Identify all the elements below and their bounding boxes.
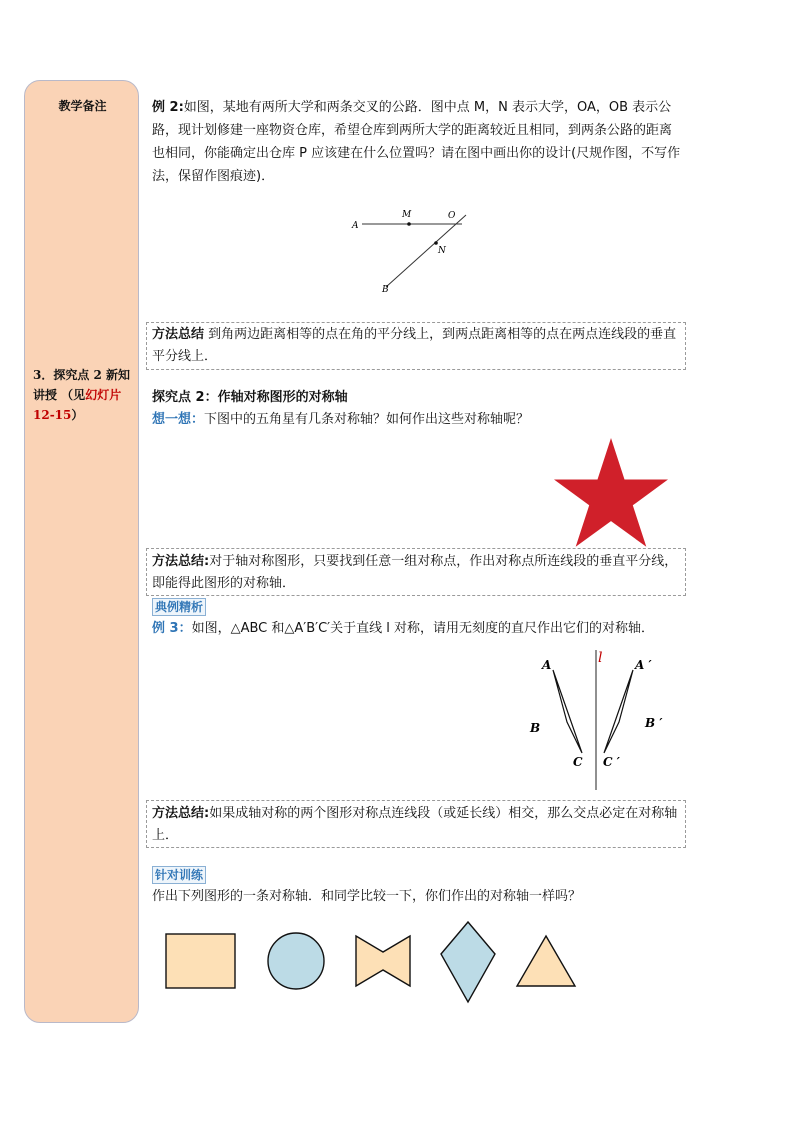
label-a: A <box>352 221 359 231</box>
explore-2-title: 探究点 2：作轴对称图形的对称轴 <box>152 390 348 405</box>
example-2-label: 例 2: <box>152 100 184 115</box>
point-m <box>407 222 411 226</box>
example-3-label: 例 3： <box>152 621 192 636</box>
summary-3-label: 方法总结: <box>152 806 210 821</box>
sidebar-step-range: 12-15 <box>33 408 72 422</box>
label-a: A <box>542 658 552 672</box>
label-b: B <box>382 285 389 295</box>
five-point-star <box>554 438 668 547</box>
point-n <box>434 241 438 245</box>
circle-shape <box>268 933 324 989</box>
typical-example-tag: 典例精析 <box>152 598 206 616</box>
label-b-prime: B ′ <box>645 716 663 730</box>
summary-1-body: 到角两边距离相等的点在角的平分线上，到两点距离相等的点在两点连线段的垂直平分线上． <box>152 327 677 364</box>
kite-shape <box>441 922 495 1002</box>
label-m: M <box>402 210 412 220</box>
summary-3-body: 如果成轴对称的两个图形对称点连线段（或延长线）相交，那么交点必定在对称轴上． <box>152 806 678 843</box>
practice-shapes <box>160 916 590 1008</box>
example-2-text <box>152 96 682 188</box>
bowtie-shape <box>356 936 410 986</box>
square-shape <box>166 934 235 988</box>
summary-2-body: 对于轴对称图形，只要找到任意一组对称点，作出对称点所连线段的垂直平分线，即能得此图形的对称轴． <box>152 554 678 591</box>
think-text: 下图中的五角星有几条对称轴？如何作出这些对称轴呢？ <box>204 412 530 427</box>
practice-text: 作出下列图形的一条对称轴．和同学比较一下，你们作出的对称轴一样吗？ <box>152 889 582 904</box>
sidebar-step-close: ） <box>71 408 84 422</box>
road-ob <box>386 215 466 287</box>
example-3-text <box>152 617 682 640</box>
example-2-body: 如图，某地有两所大学和两条交叉的公路．图中点 M，N 表示大学，OA，OB 表示公路，现计划修建一座物资仓库，希望仓库到两所大学的距离较近且相同，到两条公路的距离也相同，你能确定出仓库 P 应该建在什么位置吗？请在图中画出你的设计(尺规作图，不写作法，保留作图痕迹)． <box>152 100 681 184</box>
example-3-body: 如图，△ABC 和△A′B′C′关于直线 l 对称，请用无刻度的直尺作出它们的对称轴． <box>191 621 654 636</box>
summary-1-text <box>152 324 680 368</box>
label-c-prime: C ′ <box>603 755 620 769</box>
label-b: B <box>530 721 541 735</box>
think-label: 想一想： <box>152 412 205 427</box>
think-prompt <box>152 408 682 431</box>
triangle-shape <box>517 936 575 986</box>
summary-1-label: 方法总结 <box>152 327 205 342</box>
summary-2-label: 方法总结: <box>152 554 210 569</box>
practice-tag: 针对训练 <box>152 866 206 884</box>
label-c: C <box>573 755 583 769</box>
symmetric-triangles-figure <box>522 648 672 793</box>
roads-figure <box>340 205 480 297</box>
teaching-notes-sidebar <box>24 80 139 1023</box>
sidebar-step-prefix: 3．探究点 2 新知讲授 （见 <box>33 368 131 402</box>
star-figure <box>552 436 670 548</box>
label-o: O <box>448 211 456 221</box>
label-l: l <box>598 650 603 666</box>
summary-2-text <box>152 551 680 595</box>
summary-3-text <box>152 803 680 847</box>
triangle-a2b2c2 <box>604 670 633 753</box>
triangle-abc <box>553 670 582 753</box>
label-a-prime: A ′ <box>635 658 652 672</box>
label-n: N <box>438 246 446 256</box>
sidebar-title: 教学备注 <box>58 99 107 113</box>
sidebar-step-slides: 幻灯片 <box>85 388 122 402</box>
sidebar-step-note <box>33 365 137 425</box>
